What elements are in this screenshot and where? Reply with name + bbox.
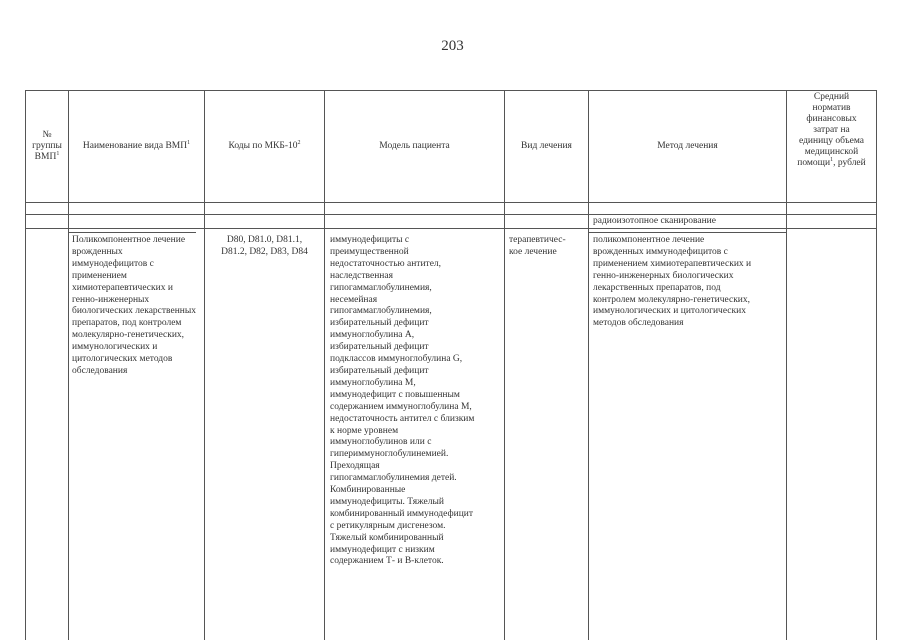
patient-model-line: содержанием иммуноглобулина М, xyxy=(330,401,472,412)
treatment-type-cell xyxy=(509,235,587,259)
treatment-method-line: иммунологических и цитологических xyxy=(593,306,746,317)
patient-model-line: недостаточность антител с близким xyxy=(330,413,475,424)
patient-model-line: иммунодефициты. Тяжелый xyxy=(330,496,444,507)
patient-model-line: избирательный дефицит xyxy=(330,365,429,376)
patient-model-line: подклассов иммуноглобулина G, xyxy=(330,354,463,365)
treatment-method-cell xyxy=(593,235,785,330)
patient-model-line: гипериммуноглобулинемией. xyxy=(330,449,449,460)
treatment-type-line: терапевтичес- xyxy=(509,235,566,245)
mkb-codes-cell xyxy=(205,235,324,259)
table-top-border xyxy=(25,90,876,91)
header-bottom-border xyxy=(25,202,876,203)
patient-model-line: несемейная xyxy=(330,294,378,305)
continuation-method-text: радиоизотопное сканирование xyxy=(593,216,716,226)
table-right-border xyxy=(876,90,877,640)
patient-model-line: преимущественной xyxy=(330,246,409,257)
treatment-method-line: контролем молекулярно-генетических, xyxy=(593,294,751,305)
patient-model-line: с ретикулярным дисгенезом. xyxy=(330,520,446,531)
name-cell-inner-border xyxy=(68,232,196,233)
patient-model-line: Комбинированные xyxy=(330,485,406,496)
header-mkb-codes: Коды по МКБ-$10^2$ xyxy=(228,139,301,151)
patient-model-line: иммуноглобулинов или с xyxy=(330,437,432,448)
header-avg-cost: Средний норматив финансовых затрат на единицу объема медицинской помощи$^1$, рублей xyxy=(797,92,866,168)
patient-model-cell xyxy=(330,235,502,568)
method-cell-inner-border xyxy=(588,232,786,233)
treatment-method-line: врожденных иммунодефицитов с xyxy=(593,246,728,257)
mkb-codes-line-1: D80, D81.0, D81.1, xyxy=(226,235,303,245)
patient-model-line: иммуноглобулина А, xyxy=(330,330,415,341)
row-top-border xyxy=(25,228,876,229)
mkb-codes-line-2: D81.2, D82, D83, D84 xyxy=(221,246,308,257)
patient-model-line: избирательный дефицит xyxy=(330,318,429,329)
patient-model-line: Преходящая xyxy=(330,461,380,472)
treatment-method-line: применением химиотерапевтических и xyxy=(593,258,752,269)
patient-model-line: иммунодефициты с xyxy=(330,235,410,245)
treatment-method-line: лекарственных препаратов, под xyxy=(593,282,721,293)
patient-model-line: недостаточностью антител, xyxy=(330,258,442,269)
header-treatment-method: Метод лечения xyxy=(657,140,718,151)
patient-model-line: комбинированный иммунодефицит xyxy=(330,508,474,519)
treatment-method-line: поликомпонентное лечение xyxy=(593,235,705,245)
patient-model-line: наследственная xyxy=(330,270,393,281)
patient-model-line: гипогаммаглобулинемия детей. xyxy=(330,473,457,484)
continuation-top-border xyxy=(25,214,876,215)
header-group-no: № группы ВМП$^1$ xyxy=(32,129,62,162)
patient-model-line: иммунодефицит с повышенным xyxy=(330,389,460,400)
patient-model-line: Тяжелый комбинированный xyxy=(330,532,444,543)
page-number: 203 xyxy=(441,38,464,54)
header-patient-model: Модель пациента xyxy=(379,140,450,151)
patient-model-line: гипогаммаглобулинемия, xyxy=(330,306,432,317)
header-treatment-type: Вид лечения xyxy=(521,140,572,151)
treatment-type-line: кое лечение xyxy=(509,246,557,257)
treatment-method-line: методов обследования xyxy=(593,318,684,329)
vmp-name-cell: Поликомпонентное лечение врожденных иммунодефицитов с применением химиотерапевтических и генно-инженерных биологических лекарственных препаратов, под контролем молекулярно-генетических, иммунологических и цитологических методов обследования xyxy=(72,235,196,376)
patient-model-line: иммунодефицит с низким xyxy=(330,544,435,555)
patient-model-line: гипогаммаглобулинемия, xyxy=(330,282,432,293)
patient-model-line: избирательный дефицит xyxy=(330,342,429,353)
patient-model-line: к норме уровнем xyxy=(330,425,399,436)
header-vmp-name: Наименование вида ВМП$^1$ xyxy=(82,139,191,151)
treatment-method-line: генно-инженерных биологических xyxy=(593,270,734,281)
patient-model-line: содержанием Т- и В-клеток. xyxy=(330,556,444,567)
patient-model-line: иммуноглобулина М, xyxy=(330,377,416,388)
